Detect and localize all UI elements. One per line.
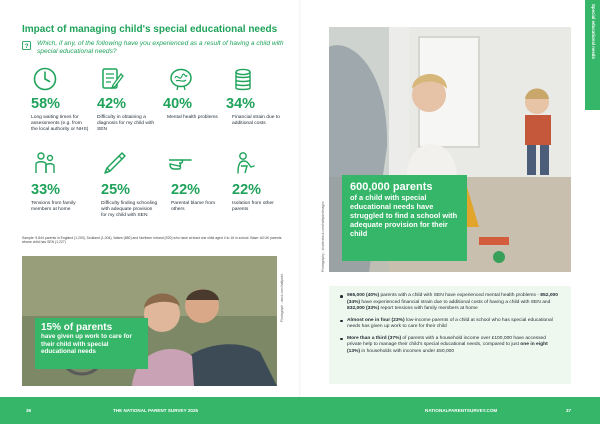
finding-item xyxy=(339,318,561,331)
callout-school-provision xyxy=(342,175,467,261)
coins-icon xyxy=(230,66,256,92)
sample-note: Sample: 5,844 parents in England (1,200), Scotland (1,004), Wales (880) and Northern Ireland (920) who have at least one child aged 4 to 16 in school. Base: All UK parents whose child has SEN (1,227) xyxy=(22,236,282,245)
section-tab xyxy=(585,0,600,110)
page-number-right: 37 xyxy=(566,408,572,413)
stat-financial-strain xyxy=(226,66,288,146)
survey-question: Which, if any, of the following have you experienced as a result of having a child with special educational needs? xyxy=(37,40,284,56)
finding-text: report tensions with family members at home xyxy=(379,306,478,311)
key-findings-box xyxy=(329,286,571,384)
callout-gave-up-work xyxy=(35,318,148,369)
stat-percentage: 22% xyxy=(171,182,201,198)
photo-credit-right: Photography - shutterstock.com/halfpointimages xyxy=(321,201,325,272)
document-pen-icon xyxy=(99,66,125,92)
stat-description: Financial strain due to additional costs xyxy=(232,115,280,126)
question-icon xyxy=(22,41,31,50)
stat-description: Mental health problems xyxy=(167,115,218,120)
finding-item xyxy=(339,293,561,313)
clock-icon xyxy=(32,66,58,92)
pencil-icon xyxy=(101,150,127,176)
stat-family-tensions xyxy=(22,150,84,230)
photo-credit-left: Photograph - stock.com/halfpoint xyxy=(280,273,284,322)
stat-percentage: 34% xyxy=(226,96,256,112)
stat-percentage: 33% xyxy=(31,182,61,198)
callout-figure: 15% of parents xyxy=(41,322,113,333)
footer-left xyxy=(0,397,300,424)
stat-description: Difficulty finding schooling with adequate provision for my child with SEN xyxy=(101,201,158,218)
footer-right xyxy=(300,397,600,424)
stat-percentage: 25% xyxy=(101,182,131,198)
stat-description: Difficulty in obtaining a diagnosis for my child with SEN xyxy=(97,115,155,132)
finding-text: low-income parents of a child at school who has special educational needs has given up work to care for their child xyxy=(347,317,553,329)
finding-highlight: 832,000 (33%) xyxy=(347,306,380,311)
finding-text: parents with a child with SEN have experienced mental health problems - xyxy=(379,293,541,298)
stat-percentage: 58% xyxy=(31,96,61,112)
brain-scribble-icon xyxy=(168,66,194,92)
finding-text: of parents with a household income over £100,000 have accessed private help to manage their child's special educational needs, compared to just xyxy=(347,335,546,347)
callout-figure: 600,000 parents xyxy=(350,181,433,193)
stat-description: Long waiting times for assessments (e.g. from the local authority or NHS) xyxy=(31,115,89,132)
page-number-left: 36 xyxy=(26,408,32,413)
finding-highlight: Almost one in four (23%) xyxy=(347,317,405,323)
stat-parental-blame xyxy=(161,150,223,230)
finding-highlight: More than a third (37%) xyxy=(347,335,402,341)
finding-item xyxy=(339,336,561,356)
survey-name: THE NATIONAL PARENT SURVEY 2025 xyxy=(113,408,199,413)
page-gutter xyxy=(299,0,301,424)
website-link[interactable]: NATIONALPARENTSURVEY.COM xyxy=(425,408,498,413)
page-title: Impact of managing child's special educational needs xyxy=(22,24,278,35)
callout-text: have given up work to care for their child with special educational needs xyxy=(41,333,132,356)
stat-long-waiting xyxy=(22,66,89,146)
finding-highlight: 852,000 (34%) xyxy=(347,293,558,305)
stat-schooling xyxy=(91,150,158,230)
isolated-person-icon xyxy=(232,150,258,176)
stat-isolation xyxy=(226,150,288,230)
finding-highlight: 965,000 (40%) xyxy=(347,293,380,298)
stat-percentage: 40% xyxy=(163,96,193,112)
stat-percentage: 42% xyxy=(97,96,127,112)
finding-text: in households with incomes under £50,000 xyxy=(360,348,455,354)
stat-description: Tensions from family members at home xyxy=(31,201,76,212)
finding-text: have experienced financial strain due to additional costs of having a child with SEN and xyxy=(360,299,551,305)
svg-text:?: ? xyxy=(24,43,29,50)
pointing-hand-icon xyxy=(167,150,193,176)
stat-percentage: 22% xyxy=(232,182,262,198)
finding-highlight: one in eight (13%) xyxy=(347,342,548,354)
section-tab-label: Special educational needs xyxy=(591,4,596,59)
stat-mental-health xyxy=(161,66,223,146)
stat-diagnosis xyxy=(91,66,153,146)
callout-text: of a child with special educational needs have struggled to find a school with adequate provision for their child xyxy=(350,193,458,238)
family-icon xyxy=(32,150,58,176)
stat-description: Isolation from other parents xyxy=(232,201,274,212)
stat-description: Parental blame from others xyxy=(171,201,216,212)
